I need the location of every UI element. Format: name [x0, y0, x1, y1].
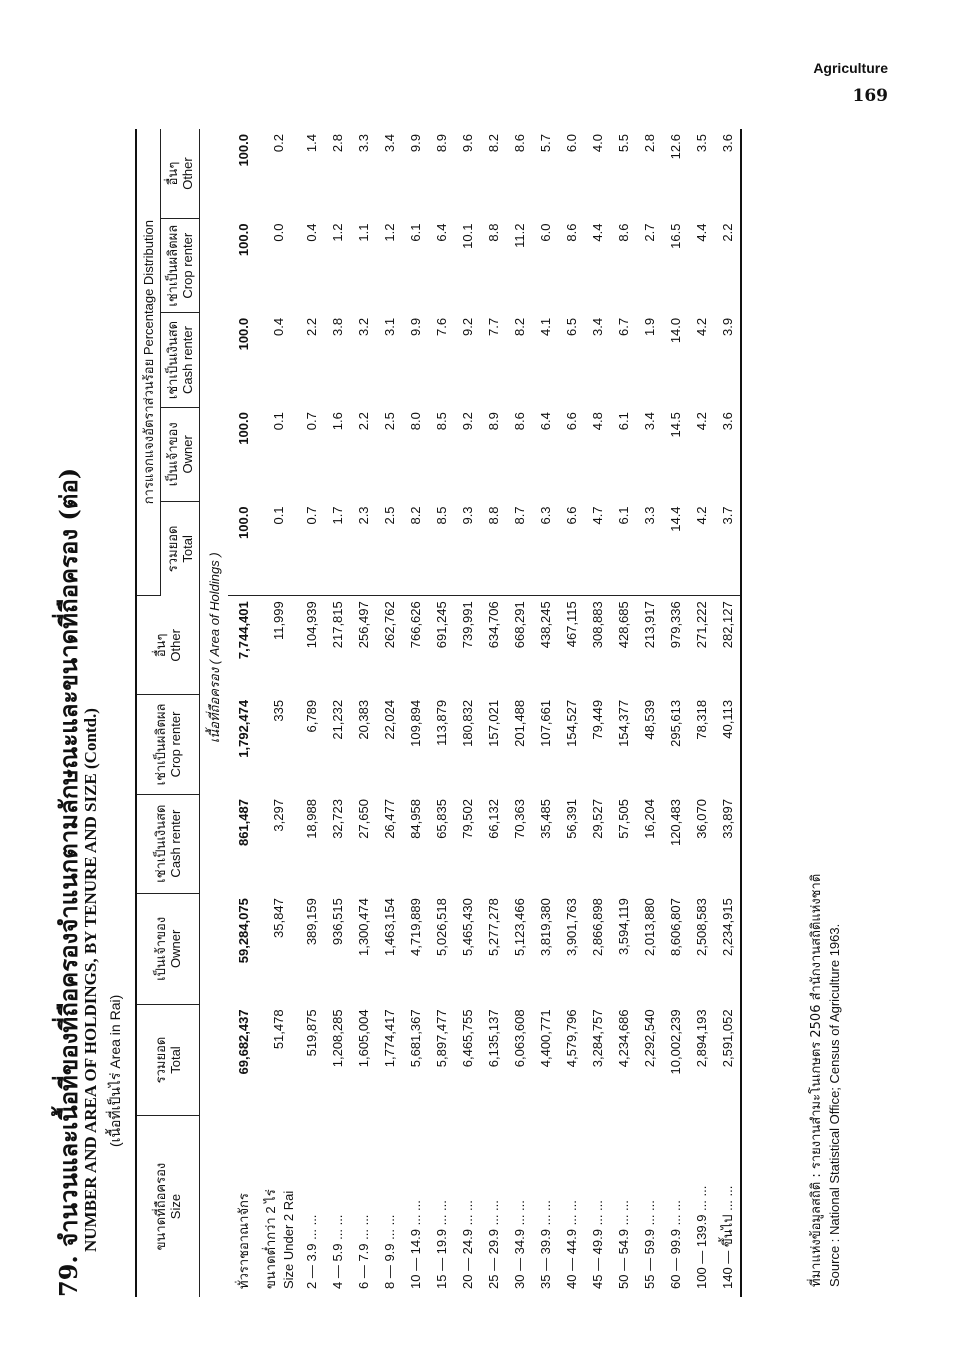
table-row: [532, 129, 558, 1297]
table-body: [200, 129, 742, 1297]
cell-cash: 79,502: [459, 799, 475, 839]
row-label-text: 25 — 29.9 ... ...: [485, 1200, 501, 1289]
cell-p-owner: 8.0: [407, 412, 423, 431]
table-row: [350, 129, 376, 1297]
cell-total: 2,894,193: [693, 1009, 709, 1068]
cell-p-cash: 4.2: [693, 317, 709, 336]
cell-p-crop: 1.2: [329, 223, 345, 242]
cell-crop: 6,789: [303, 699, 319, 733]
cell-crop: 109,894: [407, 699, 423, 747]
row-label-text: 60 — 99.9 ... ...: [667, 1200, 683, 1289]
cell-p-crop: 8.8: [485, 223, 501, 242]
cell-crop: 107,661: [537, 699, 553, 747]
cell-p-total: 6.6: [558, 501, 584, 595]
cell-cash: 3,297: [270, 799, 286, 832]
cell-p-total: 1.7: [324, 501, 350, 595]
cell-p-owner: 6.4: [537, 412, 553, 431]
cell-total: 10,002,239: [667, 1009, 683, 1075]
cell-other: 11,999: [270, 601, 286, 641]
col-crop: [136, 695, 200, 794]
table-row: [662, 129, 688, 1297]
col-p-cash: [161, 313, 200, 407]
cell-cash: 57,505: [615, 799, 631, 839]
col-cash: [136, 794, 200, 893]
table-row: [298, 129, 324, 1297]
row-label: [258, 1116, 298, 1297]
row-label-english: Size Under 2 Rai: [281, 1190, 296, 1289]
col-crop-thai: เช่าเป็นผลิตผล: [153, 703, 168, 786]
col-p-total-en: Total: [180, 535, 195, 563]
cell-total: 4,400,771: [537, 1009, 553, 1068]
row-label: [350, 1116, 376, 1297]
cell-cash: 65,835: [433, 799, 449, 839]
cell-p-other: 8.9: [433, 134, 449, 153]
col-p-crop-thai: เช่าเป็นผลิตผล: [165, 224, 180, 307]
cell-other: 256,497: [355, 601, 371, 649]
cell-p-crop: 2.7: [641, 223, 657, 242]
cell-p-owner: 8.9: [485, 412, 501, 431]
cell-p-total: 4.7: [584, 501, 610, 595]
cell-total: 1,208,285: [329, 1009, 345, 1068]
cell-p-crop: 4.4: [589, 223, 605, 242]
cell-cash: 35,485: [537, 799, 553, 839]
cell-cash: 66,132: [485, 799, 501, 839]
cell-p-total: 100.0: [228, 501, 258, 595]
row-label-text: 35 — 39.9 ... ...: [537, 1200, 553, 1289]
cell-p-crop: 6.0: [537, 223, 553, 242]
cell-cash: 70,363: [511, 799, 527, 839]
cell-crop: 154,377: [615, 699, 631, 747]
cell-p-cash: 3.1: [381, 317, 397, 336]
cell-p-crop: 16.5: [667, 223, 683, 249]
cell-p-cash: 1.9: [641, 317, 657, 336]
cell-p-total: 14.4: [662, 501, 688, 595]
cell-cash: 56,391: [563, 799, 579, 839]
row-label-text: ทั่วราชอาณาจักร: [235, 1193, 251, 1289]
cell-total: 3,284,757: [589, 1009, 605, 1068]
row-label: [714, 1116, 741, 1297]
cell-crop: 295,613: [667, 699, 683, 747]
cell-p-total: 0.7: [298, 501, 324, 595]
cell-total: 1,774,417: [381, 1009, 397, 1068]
cell-p-other: 9.9: [407, 134, 423, 153]
row-label-text: 50 — 54.9 ... ...: [615, 1200, 631, 1289]
col-p-crop: [161, 219, 200, 313]
cell-crop: 1,792,474: [235, 699, 251, 758]
cell-p-crop: 4.4: [693, 223, 709, 242]
row-label: [402, 1116, 428, 1297]
cell-other: 739,991: [459, 601, 475, 649]
cell-total: 519,875: [303, 1009, 319, 1057]
cell-cash: 29,527: [589, 799, 605, 839]
cell-p-total: 2.3: [350, 501, 376, 595]
cell-owner: 5,277,278: [485, 898, 501, 957]
cell-p-crop: 0.0: [270, 223, 286, 242]
table-row: [454, 129, 480, 1297]
cell-p-other: 6.0: [563, 134, 579, 153]
col-p-owner: [161, 407, 200, 501]
cell-total: 5,681,367: [407, 1009, 423, 1068]
table-row: [428, 129, 454, 1297]
cell-other: 691,245: [433, 601, 449, 649]
table-row: [506, 129, 532, 1297]
cell-crop: 79,449: [589, 699, 605, 740]
row-label-text: 40 — 44.9 ... ...: [563, 1200, 579, 1289]
cell-p-owner: 4.8: [589, 412, 605, 431]
row-label-text: 45 — 49.9 ... ...: [589, 1200, 605, 1289]
cell-p-other: 12.6: [667, 134, 683, 160]
col-owner: [136, 893, 200, 1004]
cell-owner: 2,508,583: [693, 898, 709, 957]
cell-cash: 33,897: [714, 794, 741, 893]
cell-p-cash: 3.4: [589, 317, 605, 336]
table-row: [584, 129, 610, 1297]
cell-p-cash: 2.2: [303, 317, 319, 336]
col-crop-en: Crop renter: [168, 711, 183, 778]
cell-p-total: 8.8: [480, 501, 506, 595]
col-p-other-en: Other: [180, 157, 195, 190]
cell-owner: 2,234,915: [714, 893, 741, 1004]
row-label-text: 15 — 19.9 ... ...: [433, 1200, 449, 1289]
cell-crop: 40,113: [714, 695, 741, 794]
cell-crop: 113,879: [433, 699, 449, 746]
cell-p-total: 3.3: [636, 501, 662, 595]
cell-other: 308,883: [589, 601, 605, 649]
cell-p-owner: 14.5: [667, 412, 683, 438]
row-label-text: 55 — 59.9 ... ...: [641, 1200, 657, 1289]
table-row: [714, 129, 741, 1297]
cell-p-total: 8.7: [506, 501, 532, 595]
cell-other: 217,815: [329, 601, 345, 649]
cell-crop: 201,488: [511, 699, 527, 747]
cell-p-crop: 0.4: [303, 223, 319, 242]
table-row: [480, 129, 506, 1297]
cell-p-other: 100.0: [235, 134, 251, 167]
col-size: [136, 1116, 200, 1297]
col-owner-en: Owner: [168, 929, 183, 968]
cell-p-other: 4.0: [589, 134, 605, 153]
cell-other: 213,917: [641, 601, 657, 649]
cell-owner: 1,463,154: [381, 898, 397, 957]
cell-p-crop: 8.6: [563, 223, 579, 242]
row-label: [428, 1116, 454, 1297]
row-label: [636, 1116, 662, 1297]
col-cash-en: Cash renter: [168, 809, 183, 878]
cell-p-cash: 8.2: [511, 317, 527, 336]
row-label: [584, 1116, 610, 1297]
cell-other: 766,626: [407, 601, 423, 649]
cell-p-owner: 6.6: [563, 412, 579, 431]
cell-p-other: 3.6: [714, 129, 741, 219]
cell-other: 271,222: [693, 601, 709, 649]
cell-other: 7,744,401: [235, 601, 251, 660]
cell-p-other: 5.7: [537, 134, 553, 153]
row-label-text: 2 — 3.9 ... ...: [303, 1214, 319, 1289]
cell-p-total: 0.1: [258, 501, 298, 595]
cell-total: 4,579,796: [563, 1009, 579, 1068]
cell-p-other: 2.8: [641, 134, 657, 153]
section-label: เนื้อที่ถือครอง ( Area of Holdings ): [206, 552, 222, 744]
cell-p-total: 8.5: [428, 501, 454, 595]
table-unit: (เนื้อที่เป็นไร่ Area in Rai): [107, 994, 123, 1147]
cell-p-other: 9.6: [459, 134, 475, 153]
cell-p-crop: 8.6: [615, 223, 631, 242]
row-label-text: ขนาดต่ำกว่า 2 ไร่: [263, 1189, 278, 1289]
col-size-thai: ขนาดที่ถือครอง: [153, 1162, 168, 1251]
cell-owner: 35,847: [270, 898, 286, 938]
cell-p-crop: 100.0: [235, 223, 251, 257]
col-p-cash-en: Cash renter: [180, 326, 195, 394]
cell-crop: 154,527: [563, 699, 579, 747]
cell-crop: 21,232: [329, 699, 345, 740]
cell-p-other: 0.2: [270, 134, 286, 153]
row-label: [480, 1116, 506, 1297]
cell-p-cash: 100.0: [235, 317, 251, 351]
cell-p-owner: 2.2: [355, 412, 371, 431]
cell-p-owner: 2.5: [381, 412, 397, 431]
row-label-text: 10 — 14.9 ... ...: [407, 1200, 423, 1289]
cell-p-owner: 9.2: [459, 412, 475, 431]
cell-p-crop: 6.4: [433, 223, 449, 242]
cell-p-other: 3.3: [355, 134, 371, 153]
cell-p-crop: 2.2: [714, 219, 741, 313]
cell-cash: 27,650: [355, 799, 371, 839]
row-label: [662, 1116, 688, 1297]
cell-p-cash: 14.0: [667, 317, 683, 344]
row-label: [324, 1116, 350, 1297]
table-row: [402, 129, 428, 1297]
holdings-table: [135, 129, 742, 1297]
cell-p-owner: 3.4: [641, 412, 657, 431]
rotated-table-page: [15, 117, 895, 1297]
col-other: [136, 596, 200, 695]
cell-cash: 32,723: [329, 799, 345, 839]
cell-p-total: 2.5: [376, 501, 402, 595]
cell-p-cash: 9.2: [459, 317, 475, 336]
cell-owner: 8,606,807: [667, 898, 683, 957]
cell-owner: 936,515: [329, 898, 345, 946]
col-total-en: Total: [168, 1046, 183, 1074]
cell-owner: 59,284,075: [235, 898, 251, 964]
cell-owner: 389,159: [303, 898, 319, 946]
cell-owner: 5,026,518: [433, 898, 449, 957]
col-p-total: [161, 501, 200, 595]
cell-cash: 84,958: [407, 799, 423, 839]
cell-p-owner: 0.7: [303, 412, 319, 431]
cell-owner: 2,866,898: [589, 898, 605, 957]
table-row: [688, 129, 714, 1297]
cell-p-other: 1.4: [303, 134, 319, 153]
cell-total: 1,605,004: [355, 1009, 371, 1068]
cell-p-cash: 9.9: [407, 317, 423, 336]
cell-p-total: 4.2: [688, 501, 714, 595]
cell-p-other: 5.5: [615, 134, 631, 153]
cell-other: 262,762: [381, 601, 397, 649]
cell-p-total: 6.3: [532, 501, 558, 595]
cell-p-crop: 1.1: [355, 223, 371, 242]
cell-cash: 120,483: [667, 799, 683, 847]
cell-p-other: 2.8: [329, 134, 345, 153]
col-p-crop-en: Crop renter: [180, 232, 195, 299]
row-label-text: 100 — 139.9 ... ...: [693, 1185, 709, 1289]
cell-total: 2,292,540: [641, 1009, 657, 1068]
row-label-text: 140 — ขึ้นไป ... ...: [719, 1185, 735, 1289]
row-label: [376, 1116, 402, 1297]
cell-other: 428,685: [615, 601, 631, 649]
page-number: 169: [852, 86, 888, 106]
col-p-other-thai: อื่นๆ: [165, 161, 180, 186]
cell-total: 5,897,477: [433, 1009, 449, 1068]
cell-p-cash: 7.7: [485, 317, 501, 336]
col-owner-thai: เป็นเจ้าของ: [153, 916, 168, 981]
cell-p-cash: 6.5: [563, 317, 579, 336]
cell-p-owner: 8.5: [433, 412, 449, 431]
col-cash-thai: เช่าเป็นเงินสด: [153, 804, 168, 883]
cell-p-owner: 8.6: [511, 412, 527, 431]
cell-owner: 5,465,430: [459, 898, 475, 957]
row-label: [506, 1116, 532, 1297]
cell-crop: 335: [270, 699, 286, 722]
cell-p-other: 8.6: [511, 134, 527, 153]
col-other-en: Other: [168, 629, 183, 662]
table-row: [324, 129, 350, 1297]
cell-p-cash: 4.1: [537, 317, 553, 336]
cell-p-total: 3.7: [714, 501, 741, 595]
col-other-thai: อื่นๆ: [153, 633, 168, 658]
cell-total: 69,682,437: [235, 1009, 251, 1075]
cell-p-crop: 11.2: [511, 223, 527, 248]
cell-p-cash: 3.2: [355, 317, 371, 336]
cell-other: 634,706: [485, 601, 501, 649]
row-label-text: 6 — 7.9 ... ...: [355, 1214, 371, 1289]
cell-other: 467,115: [563, 601, 579, 648]
col-p-cash-thai: เช่าเป็นเงินสด: [165, 320, 180, 400]
cell-p-crop: 6.1: [407, 223, 423, 242]
cell-crop: 48,539: [641, 699, 657, 740]
cell-p-cash: 3.9: [714, 313, 741, 407]
source-english: Source : National Statistical Office; Census of Agriculture 1963.: [827, 923, 842, 1287]
row-label-text: 4 — 5.9 ... ...: [329, 1214, 345, 1289]
table-row: [376, 129, 402, 1297]
cell-other: 438,245: [537, 601, 553, 649]
cell-cash: 16,204: [641, 799, 657, 839]
cell-other: 668,291: [511, 601, 527, 649]
table-row: [558, 129, 584, 1297]
col-p-owner-en: Owner: [180, 435, 195, 474]
cell-cash: 861,487: [235, 799, 251, 847]
table-title-english: NUMBER AND AREA OF HOLDINGS, BY TENURE AND SIZE (Contd.): [81, 708, 100, 1252]
cell-crop: 180,832: [459, 699, 475, 747]
cell-cash: 26,477: [381, 799, 397, 839]
cell-cash: 36,070: [693, 799, 709, 839]
table-row: [258, 129, 298, 1297]
cell-p-crop: 1.2: [381, 223, 397, 242]
cell-p-cash: 6.7: [615, 317, 631, 336]
cell-p-owner: 3.6: [714, 407, 741, 501]
col-total-thai: รวมยอด: [153, 1036, 168, 1084]
cell-total: 6,465,755: [459, 1009, 475, 1068]
row-label: [454, 1116, 480, 1297]
row-label: [298, 1116, 324, 1297]
table-title-thai: 79. จำนวนและเนื้อที่ของที่ถือครองจำแนกตามลักษณะและขนาดที่ถือครอง (ต่อ): [54, 467, 83, 1297]
cell-other: 104,939: [303, 601, 319, 649]
cell-p-cash: 7.6: [433, 317, 449, 336]
percentage-distribution-heading: การแจกแจงอัตราส่วนร้อย Percentage Distribution: [136, 129, 161, 596]
row-label: [532, 1116, 558, 1297]
cell-crop: 22,024: [381, 699, 397, 740]
col-p-total-thai: รวมยอด: [165, 525, 180, 573]
cell-total: 4,234,686: [615, 1009, 631, 1068]
row-label: [558, 1116, 584, 1297]
cell-p-other: 3.5: [693, 134, 709, 153]
table-row: [610, 129, 636, 1297]
table-row: [228, 129, 258, 1297]
cell-other: 979,336: [667, 601, 683, 649]
row-label: [610, 1116, 636, 1297]
cell-owner: 1,300,474: [355, 898, 371, 957]
cell-p-owner: 4.2: [693, 412, 709, 431]
cell-total: 6,135,137: [485, 1009, 501, 1068]
cell-p-crop: 10.1: [459, 223, 475, 249]
cell-p-owner: 1.6: [329, 412, 345, 431]
cell-crop: 78,318: [693, 699, 709, 740]
cell-owner: 3,819,380: [537, 898, 553, 957]
cell-p-total: 6.1: [610, 501, 636, 595]
cell-p-owner: 100.0: [235, 412, 251, 445]
cell-crop: 157,021: [485, 699, 501, 747]
cell-total: 2,591,052: [714, 1004, 741, 1115]
row-label: [228, 1116, 258, 1297]
cell-other: 282,127: [714, 596, 741, 695]
col-total: [136, 1004, 200, 1115]
row-label-text: 8 — 9.9 ... ...: [381, 1214, 397, 1289]
cell-p-other: 3.4: [381, 134, 397, 153]
cell-owner: 3,594,119: [615, 898, 631, 956]
cell-p-cash: 0.4: [270, 317, 286, 336]
cell-p-owner: 6.1: [615, 412, 631, 431]
cell-crop: 20,383: [355, 699, 371, 740]
cell-owner: 4,719,889: [407, 898, 423, 957]
cell-cash: 18,988: [303, 799, 319, 839]
cell-p-total: 8.2: [402, 501, 428, 595]
section-label-row: [200, 129, 229, 1297]
cell-owner: 5,123,466: [511, 898, 527, 957]
row-label: [688, 1116, 714, 1297]
source-thai: ที่มาแห่งข้อมูลสถิติ : รายงานสำมะโนเกษตร 2506 สำนักงานสถิติแห่งชาติ: [809, 873, 824, 1287]
cell-total: 51,478: [270, 1009, 286, 1050]
cell-p-cash: 3.8: [329, 317, 345, 336]
col-size-en: Size: [168, 1193, 183, 1220]
table-row: [636, 129, 662, 1297]
cell-total: 6,063,608: [511, 1009, 527, 1068]
section-name: Agriculture: [813, 60, 888, 76]
col-p-other: [161, 129, 200, 219]
cell-p-total: 9.3: [454, 501, 480, 595]
cell-owner: 2,013,880: [641, 898, 657, 957]
cell-p-owner: 0.1: [270, 412, 286, 431]
cell-p-other: 8.2: [485, 134, 501, 153]
page-header: [813, 60, 888, 106]
row-label-text: 30 — 34.9 ... ...: [511, 1200, 527, 1289]
col-p-owner-thai: เป็นเจ้าของ: [165, 422, 180, 487]
row-label-text: 20 — 24.9 ... ...: [459, 1200, 475, 1289]
cell-owner: 3,901,763: [563, 898, 579, 957]
